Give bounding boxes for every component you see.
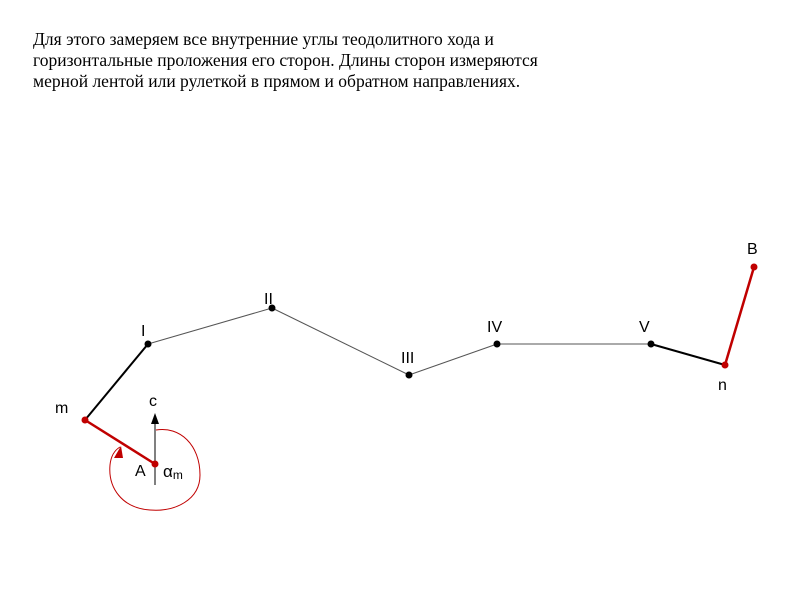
point-I <box>145 341 152 348</box>
point-m <box>82 417 89 424</box>
caption-line-1: Для этого замеряем все внутренние углы теодолитного хода и <box>33 29 494 49</box>
label-c: c <box>149 393 157 410</box>
label-alpha <box>163 462 183 482</box>
north-arrow-icon <box>151 413 159 424</box>
label-A: A <box>135 463 146 480</box>
caption-line-2: горизонтальные проложения его сторон. Длины сторон измеряются <box>33 50 538 70</box>
segment-I-II <box>148 308 272 344</box>
label-IV: IV <box>487 319 503 336</box>
segment-n-B <box>725 267 754 365</box>
caption-line-3: мерной лентой или рулеткой в прямом и обратном направлениях. <box>33 71 521 91</box>
segment-III-IV <box>409 344 497 375</box>
label-B: B <box>747 241 758 258</box>
label-alpha-subscript: m <box>172 468 183 482</box>
label-V: V <box>639 319 650 336</box>
label-m: m <box>55 400 69 417</box>
point-IV <box>494 341 501 348</box>
point-B <box>751 264 758 271</box>
point-III <box>406 372 413 379</box>
segment-m-I <box>85 344 148 420</box>
label-III: III <box>401 350 415 367</box>
label-n: n <box>718 377 727 394</box>
segment-II-III <box>272 308 409 375</box>
label-alpha-symbol: α <box>163 462 173 481</box>
point-V <box>648 341 655 348</box>
point-n <box>722 362 729 369</box>
segment-V-n <box>651 344 725 365</box>
label-II: II <box>264 291 273 308</box>
point-A <box>152 461 159 468</box>
label-I: I <box>141 323 146 340</box>
